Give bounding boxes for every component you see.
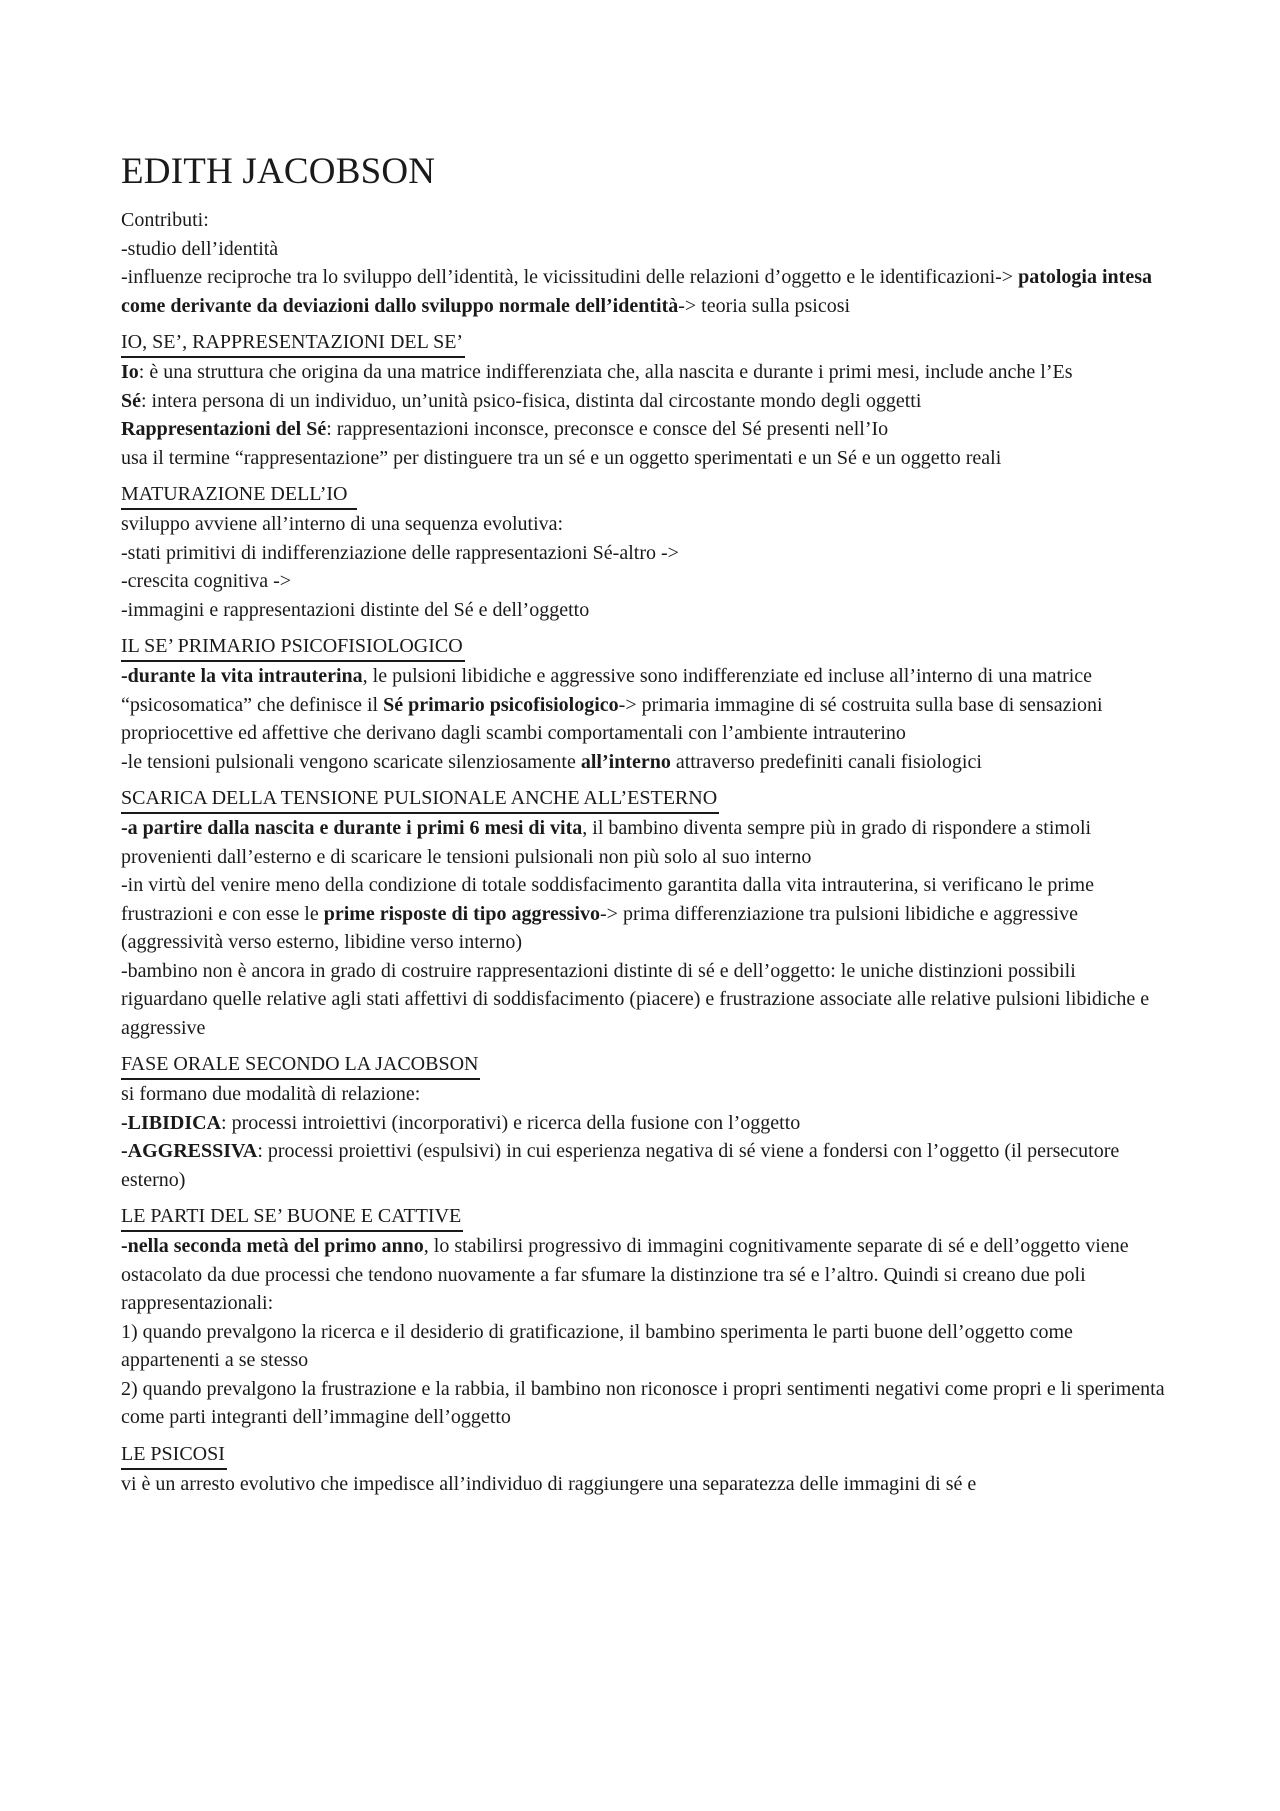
intro-line-2	[121, 263, 1166, 320]
se-primario-paragraph-2	[121, 748, 1166, 777]
maturazione-line-2: -stati primitivi di indifferenziazione delle rappresentazioni Sé-altro ->	[121, 541, 679, 564]
rappresentazioni-definition	[121, 415, 1166, 444]
se-text: : intera persona di un individuo, un’unità psico-fisica, distinta dal circostante mondo degli oggetti	[141, 389, 922, 412]
section-heading-se-primario: IL SE’ PRIMARIO PSICOFISIOLOGICO	[121, 632, 465, 662]
libidica-term: -LIBIDICA	[121, 1111, 222, 1134]
intro-end: -> teoria sulla psicosi	[678, 294, 851, 317]
maturazione-line-1: sviluppo avviene all’interno di una sequenza evolutiva:	[121, 513, 564, 535]
aggressiva-text: : processi proiettivi (espulsivi) in cui esperienza negativa di sé viene a fondersi con l’oggetto (il persecutore esterno)	[121, 1140, 1120, 1191]
section-heading-scarica: SCARICA DELLA TENSIONE PULSIONALE ANCHE ALL’ESTERNO	[121, 784, 719, 814]
scarica-bold-1: -a partire dalla nascita e durante i primi 6 mesi di vita	[121, 817, 583, 839]
parti-se-paragraph-1	[121, 1232, 1166, 1318]
io-text: : è una struttura che origina da una matrice indifferenziata che, alla nascita e durante i primi mesi, include anche l’Es	[138, 361, 1073, 383]
libidica-text: : processi introiettivi (incorporativi) e ricerca della fusione con l’oggetto	[221, 1111, 801, 1134]
maturazione-line-4: -immagini e rappresentazioni distinte del Sé e dell’oggetto	[121, 598, 590, 621]
fase-orale-line-1: si formano due modalità di relazione:	[121, 1083, 421, 1105]
se-primario-bold-2: Sé primario psicofisiologico	[383, 693, 619, 716]
intro-bold: patologia intesa come derivante da deviazioni dallo sviluppo normale dell’identità	[121, 266, 1152, 317]
scarica-paragraph-2	[121, 871, 1166, 957]
io-definition	[121, 358, 1166, 387]
se-primario-text-2: -> primaria immagine di sé costruita sulla base di sensazioni propriocettive ed affettive che derivano dagli scambi comportamentali con l’ambiente intrauterino	[121, 693, 1103, 744]
aggressiva-line	[121, 1137, 1166, 1194]
intro-text: -influenze reciproche tra lo sviluppo dell’identità, le vicissitudini delle relazioni d’oggetto e le identificazioni->	[121, 266, 1014, 288]
se-primario-text-3: -le tensioni pulsionali vengono scaricate silenziosamente	[121, 750, 576, 773]
section-se-primario	[121, 632, 1166, 776]
document-page	[121, 148, 1166, 1506]
scarica-text-2: -in virtù del venire meno della condizione di totale soddisfacimento garantita dalla vita intrauterina, si verificano le prime frustrazioni e con esse le	[121, 874, 1094, 925]
parti-se-text-1: , lo stabilirsi progressivo di immagini cognitivamente separate di sé e dell’oggetto viene ostacolato da due processi che tendono nuovamente a far sfumare la distinzione tra sé e l’altro. Quindi si creano due poli rappresentazionali:	[121, 1235, 1129, 1314]
section-heading-io-se: IO, SE’, RAPPRESENTAZIONI DEL SE’	[121, 328, 465, 358]
rappresentazioni-text: : rappresentazioni inconsce, preconsce e consce del Sé presenti nell’Io	[326, 418, 889, 440]
se-primario-text-4: attraverso predefiniti canali fisiologici	[675, 750, 982, 773]
rappresentazioni-term: Rappresentazioni del Sé	[121, 418, 327, 440]
section-scarica	[121, 784, 1166, 1042]
scarica-bold-2: prime risposte di tipo aggressivo	[323, 902, 600, 925]
section-heading-psicosi: LE PSICOSI	[121, 1440, 227, 1470]
section-io-se	[121, 328, 1166, 472]
intro-line-1: -studio dell’identità	[121, 237, 279, 260]
scarica-text-3: -> prima differenziazione tra pulsioni libidiche e aggressive (aggressività verso esterno, libidine verso interno)	[121, 902, 1078, 953]
parti-se-bold-1: -nella seconda metà del primo anno	[121, 1235, 424, 1257]
section-heading-maturazione: MATURAZIONE DELL’IO	[121, 480, 357, 510]
section-heading-parti-se: LE PARTI DEL SE’ BUONE E CATTIVE	[121, 1202, 463, 1232]
parti-se-paragraph-2: 1) quando prevalgono la ricerca e il desiderio di gratificazione, il bambino sperimenta le parti buone dell’oggetto come appartenenti a se stesso	[121, 1320, 1073, 1371]
intro-section	[121, 206, 1166, 320]
psicosi-text: vi è un arresto evolutivo che impedisce all’individuo di raggiungere una separatezza delle immagini di sé e	[121, 1472, 977, 1495]
intro-label: Contributi:	[121, 209, 209, 231]
scarica-text-1: , il bambino diventa sempre più in grado di rispondere a stimoli provenienti dall’esterno e di scaricare le tensioni pulsionali non più solo al suo interno	[121, 817, 1092, 868]
section-heading-fase-orale: FASE ORALE SECONDO LA JACOBSON	[121, 1050, 480, 1080]
scarica-paragraph-3: -bambino non è ancora in grado di costruire rappresentazioni distinte di sé e dell’oggetto: le uniche distinzioni possibili riguardano quelle relative agli stati affettivi di soddisfacimento (piacere) e frustrazione associate alle relative pulsioni libidiche e aggressive	[121, 959, 1150, 1039]
usa-termine-text: usa il termine “rappresentazione” per distinguere tra un sé e un oggetto sperimentati e un Sé e un oggetto reali	[121, 446, 1002, 469]
section-fase-orale	[121, 1050, 1166, 1194]
io-term: Io	[121, 361, 139, 383]
libidica-line	[121, 1109, 1166, 1138]
se-primario-bold-3: all’interno	[580, 750, 671, 773]
se-term: Sé	[121, 389, 141, 412]
section-maturazione	[121, 480, 1166, 624]
scarica-paragraph-1	[121, 814, 1166, 871]
se-primario-paragraph-1	[121, 662, 1166, 748]
se-primario-text-1: , le pulsioni libidiche e aggressive sono indifferenziate ed incluse all’interno di una matrice “psicosomatica” che definisce il	[121, 665, 1093, 716]
se-definition	[121, 387, 1166, 416]
maturazione-line-3: -crescita cognitiva ->	[121, 570, 292, 592]
section-parti-se	[121, 1202, 1166, 1432]
se-primario-bold-1: -durante la vita intrauterina	[121, 665, 363, 687]
aggressiva-term: -AGGRESSIVA	[121, 1140, 258, 1162]
document-title: EDITH JACOBSON	[121, 151, 436, 192]
parti-se-paragraph-3: 2) quando prevalgono la frustrazione e la rabbia, il bambino non riconosce i propri sentimenti negativi come propri e li sperimenta come parti integranti dell’immagine dell’oggetto	[121, 1377, 1165, 1428]
section-psicosi	[121, 1440, 1166, 1499]
